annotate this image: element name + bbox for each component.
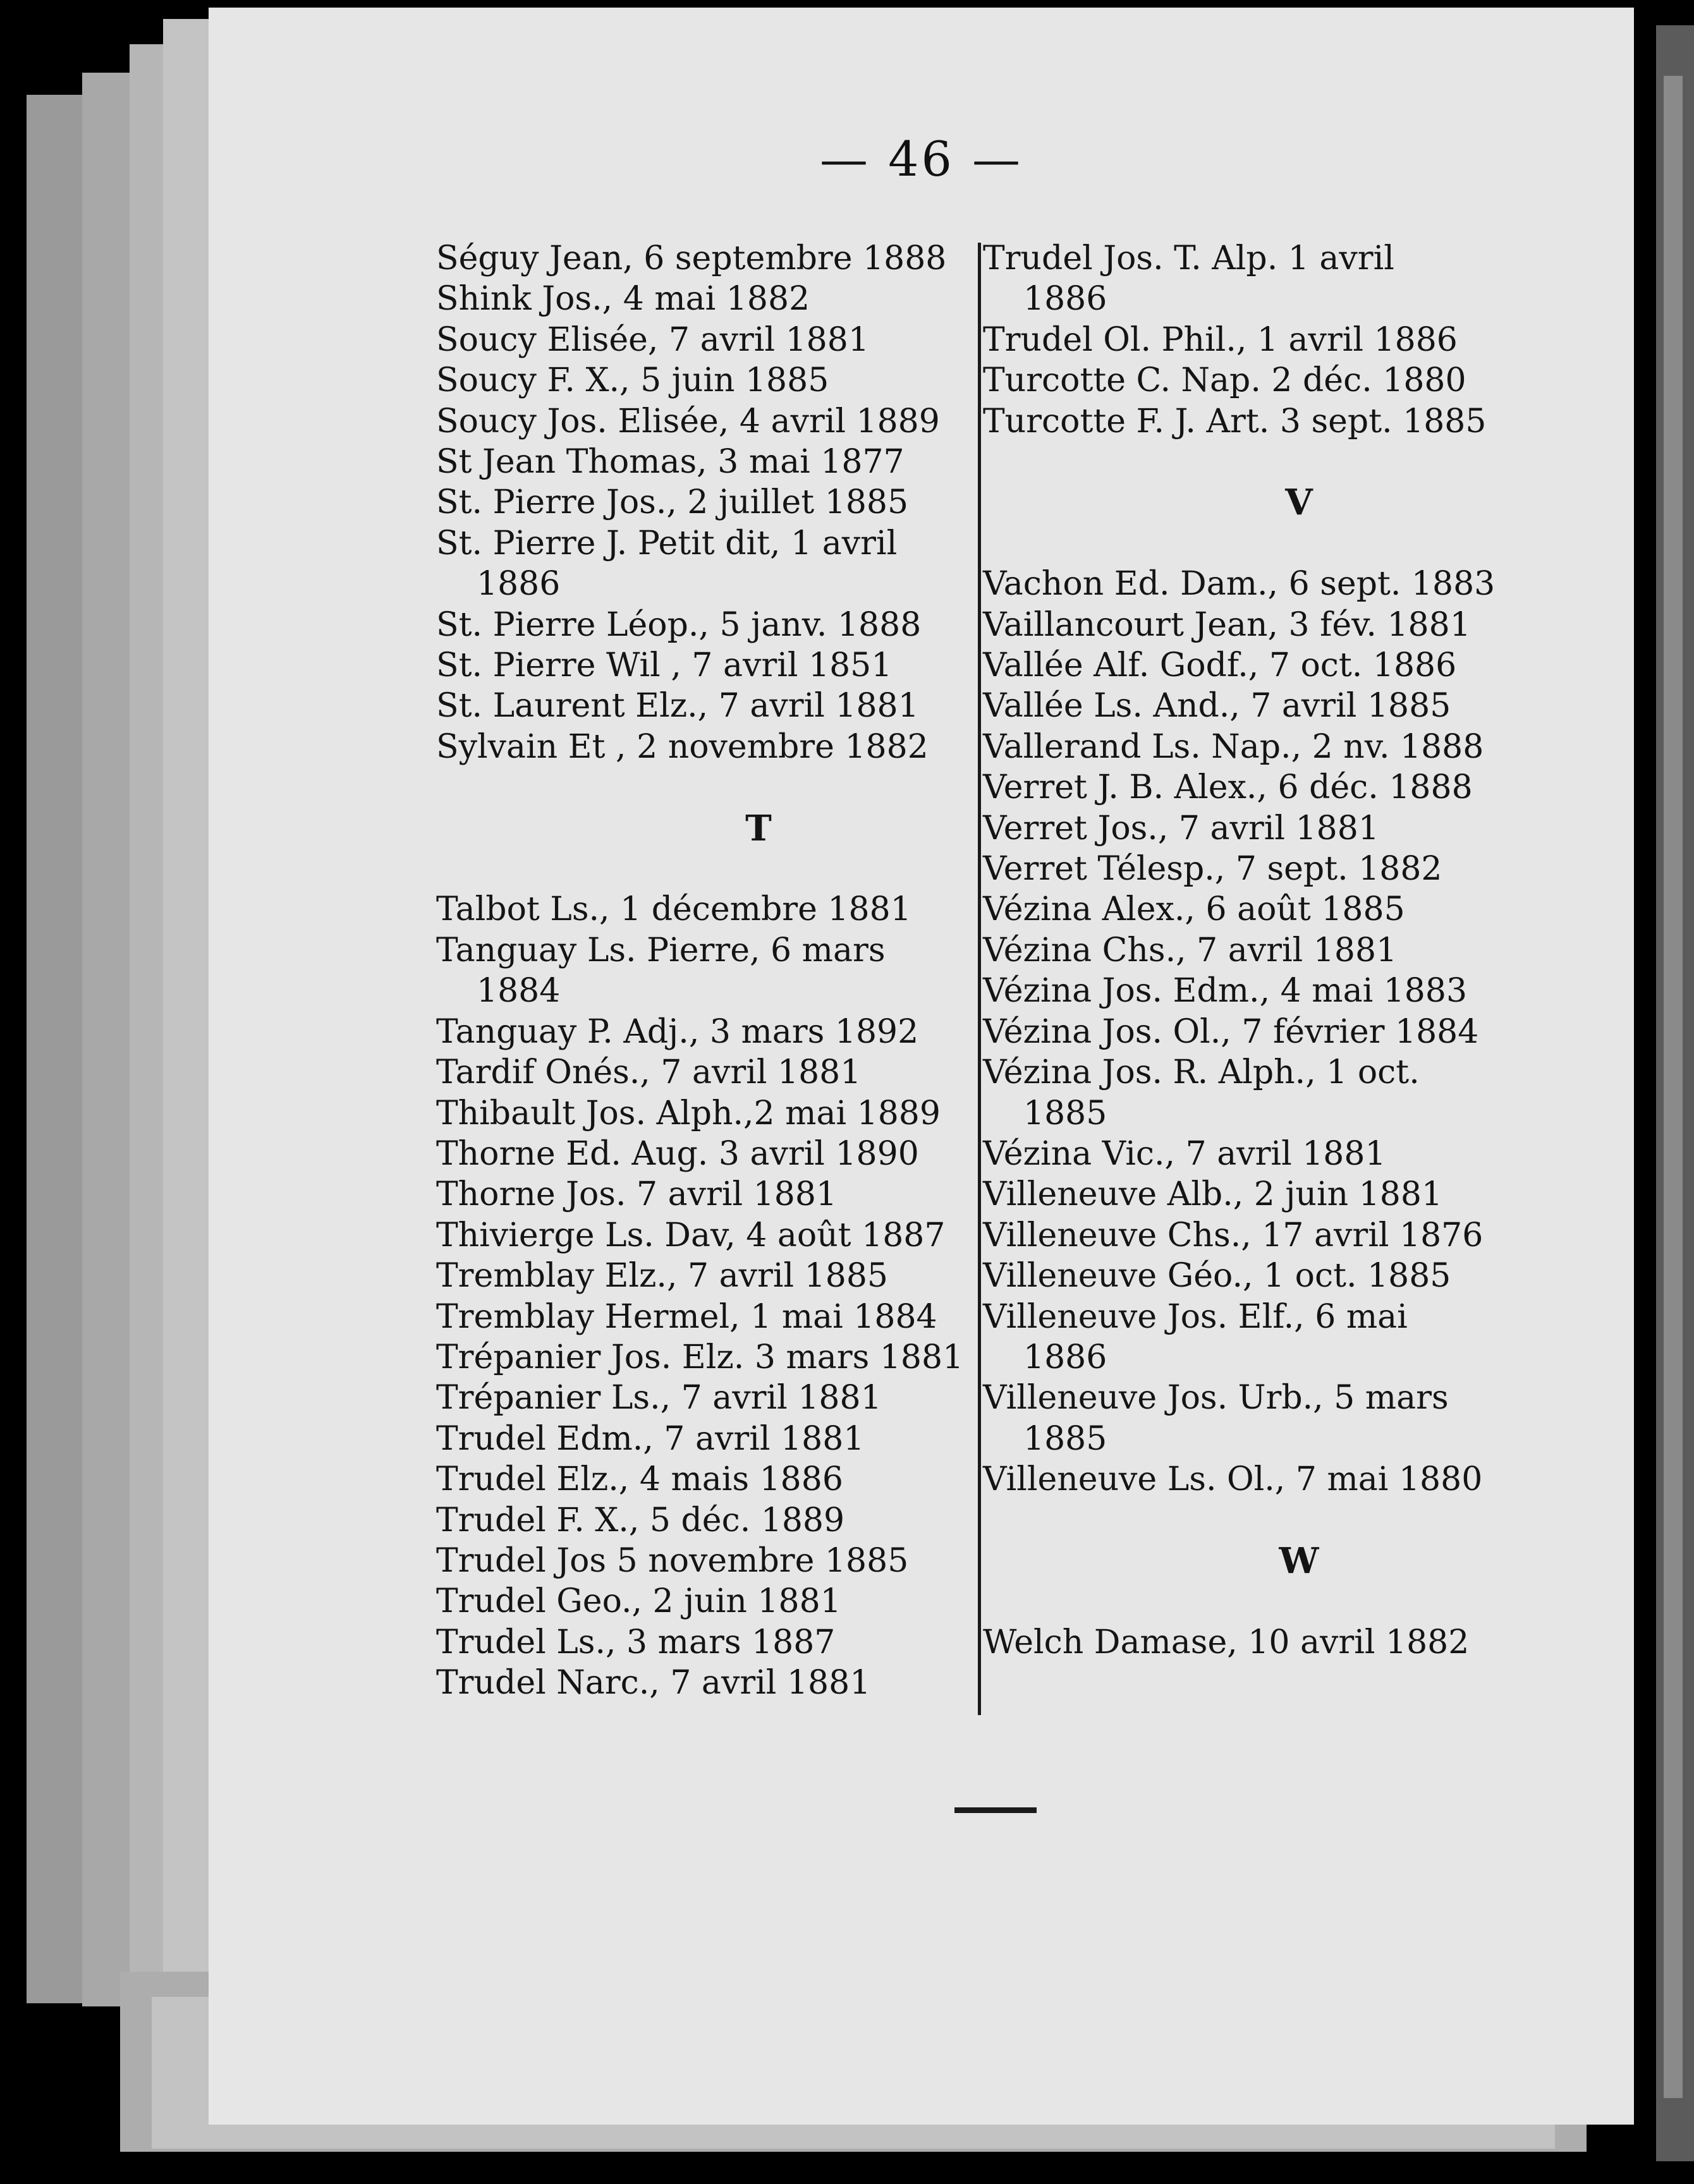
- register-entry: Vézina Alex., 6 août 1885: [983, 890, 1405, 929]
- register-entry: Shink Jos., 4 mai 1882: [436, 280, 810, 318]
- register-entry: Trudel F. X., 5 déc. 1889: [436, 1501, 845, 1539]
- register-entry: St. Pierre Léop., 5 janv. 1888: [436, 605, 922, 644]
- register-entry: Séguy Jean, 6 septembre 1888: [436, 240, 947, 277]
- end-rule: [954, 1807, 1037, 1813]
- register-entry: Vaillancourt Jean, 3 fév. 1881: [983, 605, 1471, 644]
- register-entry: Trudel Jos. T. Alp. 1 avril: [983, 240, 1394, 277]
- entry-continuation: 1885: [1023, 1419, 1107, 1458]
- register-entry: Thorne Ed. Aug. 3 avril 1890: [436, 1134, 919, 1173]
- register-entry: Tanguay P. Adj., 3 mars 1892: [436, 1012, 919, 1051]
- register-entry: Tanguay Ls. Pierre, 6 mars: [436, 931, 886, 969]
- section-letter-heading: V: [1285, 482, 1313, 524]
- entry-continuation: 1884: [477, 972, 561, 1010]
- register-entry: Trudel Jos 5 novembre 1885: [436, 1541, 909, 1580]
- register-entry: Vachon Ed. Dam., 6 sept. 1883: [983, 565, 1496, 604]
- register-entry: Trudel Ol. Phil., 1 avril 1886: [983, 320, 1458, 359]
- register-entry: Tremblay Hermel, 1 mai 1884: [436, 1297, 937, 1336]
- section-spacer: [983, 523, 1615, 564]
- register-entry: Villeneuve Géo., 1 oct. 1885: [983, 1257, 1451, 1295]
- page-number: — 46 —: [819, 131, 1023, 187]
- register-entry: Thibault Jos. Alph.,2 mai 1889: [436, 1094, 941, 1132]
- register-entry: Vézina Jos. Ol., 7 février 1884: [983, 1012, 1479, 1051]
- register-entry: St. Pierre Wil , 7 avril 1851: [436, 646, 893, 685]
- register-entry: St. Laurent Elz., 7 avril 1881: [436, 687, 919, 725]
- register-entry: Talbot Ls., 1 décembre 1881: [436, 890, 911, 929]
- entry-continuation: 1886: [1023, 1338, 1107, 1376]
- book-right-edge: [1664, 76, 1683, 2098]
- register-entry: Soucy Elisée, 7 avril 1881: [436, 320, 869, 359]
- entry-continuation: 1885: [1023, 1094, 1107, 1132]
- register-entry: Verret Jos., 7 avril 1881: [983, 809, 1379, 847]
- register-entry: Vallée Alf. Godf., 7 oct. 1886: [983, 646, 1457, 685]
- register-entry: Vézina Jos. R. Alph., 1 oct.: [983, 1053, 1420, 1092]
- entry-continuation: 1886: [1023, 280, 1107, 318]
- register-entry: Vallée Ls. And., 7 avril 1885: [983, 687, 1451, 725]
- register-entry: Trudel Narc., 7 avril 1881: [436, 1664, 871, 1702]
- section-letter-heading: W: [1279, 1539, 1319, 1582]
- register-entry: Soucy F. X., 5 juin 1885: [436, 361, 829, 400]
- register-entry: Tardif Onés., 7 avril 1881: [436, 1053, 862, 1092]
- register-entry: Turcotte C. Nap. 2 déc. 1880: [983, 361, 1466, 400]
- register-entry: Vallerand Ls. Nap., 2 nv. 1888: [983, 727, 1484, 766]
- register-entry: Villeneuve Jos. Urb., 5 mars: [983, 1379, 1449, 1417]
- register-entry: Villeneuve Ls. Ol., 7 mai 1880: [983, 1460, 1483, 1499]
- right-column: [983, 238, 1615, 1663]
- register-entry: Verret J. B. Alex., 6 déc. 1888: [983, 768, 1473, 807]
- register-entry: Trudel Elz., 4 mais 1886: [436, 1460, 843, 1499]
- register-entry: Soucy Jos. Elisée, 4 avril 1889: [436, 402, 940, 440]
- register-entry: Trudel Geo., 2 juin 1881: [436, 1582, 841, 1621]
- register-entry: Vézina Jos. Edm., 4 mai 1883: [983, 972, 1468, 1010]
- register-entry: Villeneuve Alb., 2 juin 1881: [983, 1175, 1443, 1214]
- register-entry: Vézina Chs., 7 avril 1881: [983, 931, 1398, 969]
- register-entry: Villeneuve Chs., 17 avril 1876: [983, 1216, 1484, 1254]
- register-entry: Verret Télesp., 7 sept. 1882: [983, 850, 1442, 889]
- column-divider: [978, 243, 981, 1715]
- register-entry: Welch Damase, 10 avril 1882: [983, 1623, 1470, 1661]
- register-entry: Tremblay Elz., 7 avril 1885: [436, 1257, 888, 1295]
- section-spacer: [983, 1500, 1615, 1541]
- register-entry: Trépanier Jos. Elz. 3 mars 1881: [436, 1338, 964, 1376]
- section-spacer: [983, 1581, 1615, 1622]
- register-entry: Villeneuve Jos. Elf., 6 mai: [983, 1297, 1408, 1336]
- document-page: [209, 8, 1634, 2125]
- register-entry: St. Pierre J. Petit dit, 1 avril: [436, 524, 898, 562]
- register-entry: St. Pierre Jos., 2 juillet 1885: [436, 483, 909, 522]
- register-entry: Vézina Vic., 7 avril 1881: [983, 1134, 1386, 1173]
- section-spacer: [983, 442, 1615, 482]
- register-entry: Turcotte F. J. Art. 3 sept. 1885: [983, 402, 1487, 440]
- register-entry: Thorne Jos. 7 avril 1881: [436, 1175, 838, 1214]
- register-entry: Trudel Edm., 7 avril 1881: [436, 1419, 865, 1458]
- register-entry: Trudel Ls., 3 mars 1887: [436, 1623, 836, 1661]
- register-entry: Trépanier Ls., 7 avril 1881: [436, 1379, 882, 1417]
- section-letter-heading: T: [745, 807, 772, 849]
- register-entry: Thivierge Ls. Dav, 4 août 1887: [436, 1216, 946, 1254]
- entry-continuation: 1886: [477, 565, 561, 604]
- register-entry: Sylvain Et , 2 novembre 1882: [436, 727, 929, 766]
- register-entry: St Jean Thomas, 3 mai 1877: [436, 443, 905, 482]
